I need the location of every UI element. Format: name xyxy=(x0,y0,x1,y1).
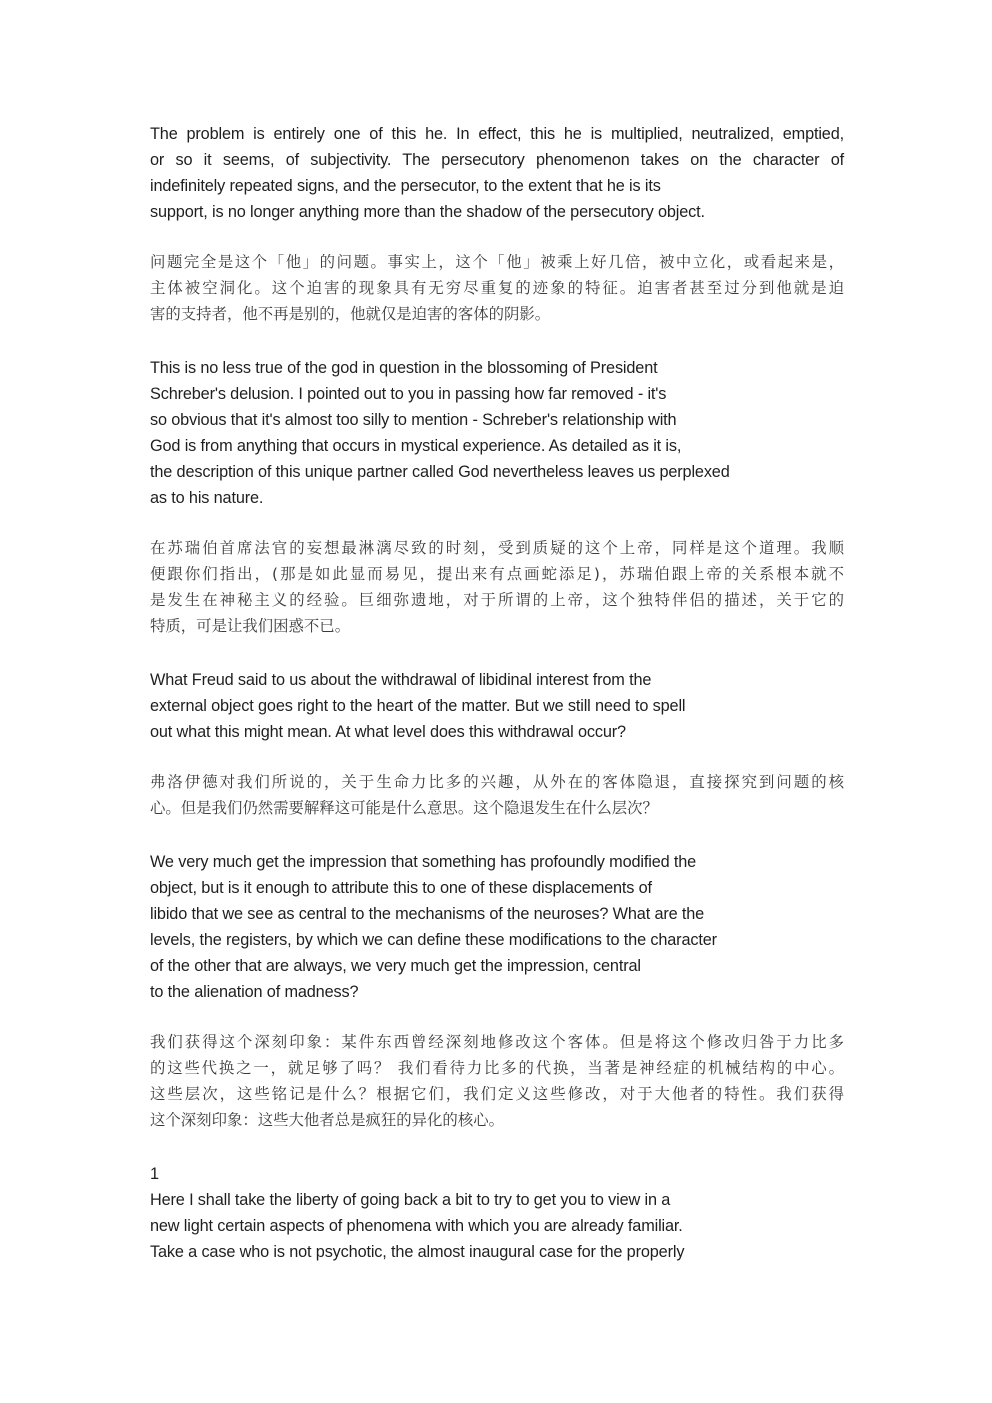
text-line: indefinitely repeated signs, and the persecutor, to the extent that he is its xyxy=(150,177,661,195)
text-line: 害的支持者，他不再是别的，他就仅是迫害的客体的阴影。 xyxy=(150,305,551,323)
paragraph-chinese-4 xyxy=(150,1029,844,1133)
text-line: 是发生在神秘主义的经验。巨细弥遗地，对于所谓的上帝，这个独特伴侣的描述，关于它的 xyxy=(150,591,844,609)
paragraph-english-1 xyxy=(150,121,844,225)
text-line: 特质，可是让我们困惑不已。 xyxy=(150,617,351,635)
paragraph-english-3 xyxy=(150,667,844,745)
paragraph-english-4 xyxy=(150,849,844,1005)
text-line: object, but is it enough to attribute this to one of these displacements of xyxy=(150,879,652,897)
text-line: 便跟你们指出，(那是如此显而易见，提出来有点画蛇添足)，苏瑞伯跟上帝的关系根本就不 xyxy=(150,565,844,583)
section-number: 1 xyxy=(150,1165,159,1183)
text-line: external object goes right to the heart of the matter. But we still need to spell xyxy=(150,697,686,715)
paragraph-chinese-3 xyxy=(150,769,844,821)
text-line: of the other that are always, we very much get the impression, central xyxy=(150,957,641,975)
text-line: Schreber's delusion. I pointed out to you in passing how far removed - it's xyxy=(150,385,667,403)
text-line: Here I shall take the liberty of going back a bit to try to get you to view in a xyxy=(150,1191,671,1209)
text-line: to the alienation of madness? xyxy=(150,983,359,1001)
text-line: libido that we see as central to the mechanisms of the neuroses? What are the xyxy=(150,905,705,923)
text-line: support, is no longer anything more than the shadow of the persecutory object. xyxy=(150,203,705,221)
paragraph-chinese-2 xyxy=(150,535,844,639)
text-line: 弗洛伊德对我们所说的，关于生命力比多的兴趣，从外在的客体隐退，直接探究到问题的核 xyxy=(150,773,844,791)
text-line: 心。但是我们仍然需要解释这可能是什么意思。这个隐退发生在什么层次？ xyxy=(150,799,658,817)
text-line: levels, the registers, by which we can define these modifications to the character xyxy=(150,931,717,949)
paragraph-english-5 xyxy=(150,1161,844,1265)
text-line: new light certain aspects of phenomena with which you are already familiar. xyxy=(150,1217,683,1235)
text-line: 这个深刻印象：这些大他者总是疯狂的异化的核心。 xyxy=(150,1111,504,1129)
document-page xyxy=(150,121,844,1265)
paragraph-english-2 xyxy=(150,355,844,511)
text-line: What Freud said to us about the withdrawal of libidinal interest from the xyxy=(150,671,652,689)
paragraph-chinese-1 xyxy=(150,249,844,327)
text-line: 问题完全是这个「他」的问题。事实上，这个「他」被乘上好几倍，被中立化，或看起来是， xyxy=(150,253,844,271)
text-line: so obvious that it's almost too silly to mention - Schreber's relationship with xyxy=(150,411,677,429)
text-line: 我们获得这个深刻印象：某件东西曾经深刻地修改这个客体。但是将这个修改归咎于力比多 xyxy=(150,1033,844,1051)
text-line: 在苏瑞伯首席法官的妄想最淋漓尽致的时刻，受到质疑的这个上帝，同样是这个道理。我顺 xyxy=(150,539,844,557)
text-line: God is from anything that occurs in mystical experience. As detailed as it is, xyxy=(150,437,682,455)
text-line: or so it seems, of subjectivity. The persecutory phenomenon takes on the character of xyxy=(150,151,844,169)
text-line: as to his nature. xyxy=(150,489,264,507)
text-line: We very much get the impression that something has profoundly modified the xyxy=(150,853,697,871)
text-line: 这些层次，这些铭记是什么？根据它们，我们定义这些修改，对于大他者的特性。我们获得 xyxy=(150,1085,844,1103)
text-line: This is no less true of the god in question in the blossoming of President xyxy=(150,359,658,377)
text-line: Take a case who is not psychotic, the almost inaugural case for the properly xyxy=(150,1243,685,1261)
text-line: the description of this unique partner called God nevertheless leaves us perplexed xyxy=(150,463,730,481)
text-line: out what this might mean. At what level does this withdrawal occur? xyxy=(150,723,626,741)
text-line: 主体被空洞化。这个迫害的现象具有无穷尽重复的迹象的特征。迫害者甚至过分到他就是迫 xyxy=(150,279,844,297)
text-line: The problem is entirely one of this he. In effect, this he is multiplied, neutralized, emptied, xyxy=(150,125,844,143)
text-line: 的这些代换之一，就足够了吗？ 我们看待力比多的代换，当著是神经症的机械结构的中心。 xyxy=(150,1059,844,1077)
